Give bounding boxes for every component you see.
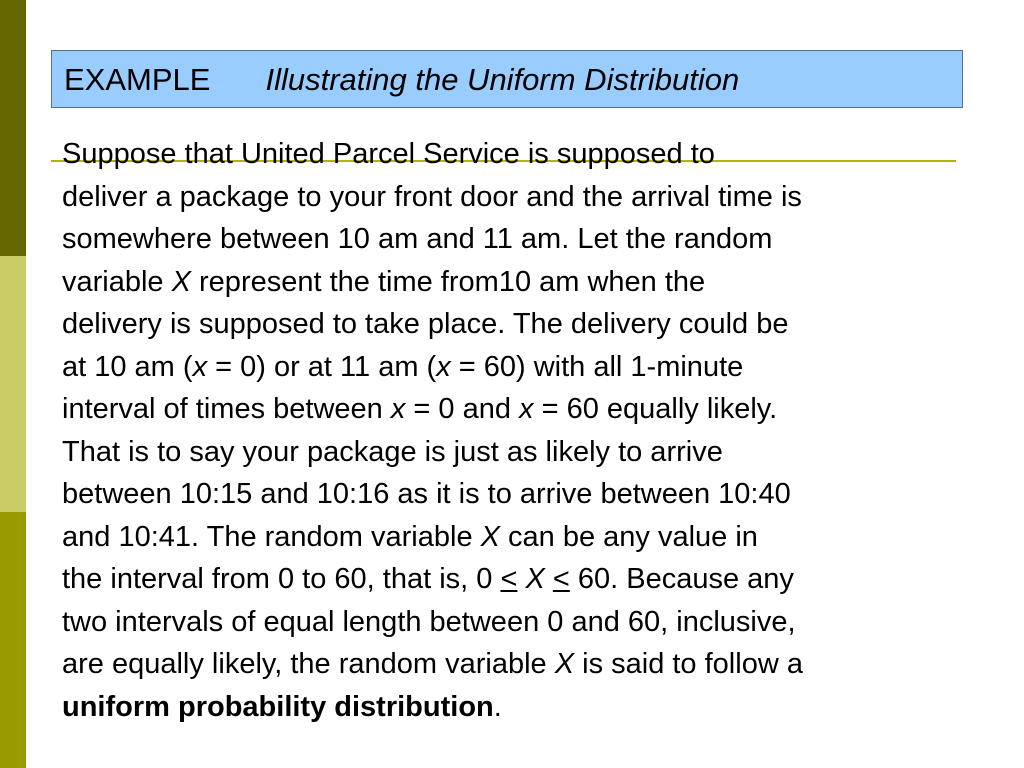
variable-x: X — [554, 648, 575, 680]
sidebar-band-top — [0, 0, 26, 256]
text-run: and 10:41. The random variable — [62, 520, 481, 553]
body-line — [62, 643, 982, 686]
text-run: can be any value in — [499, 520, 758, 553]
variable-x: x — [436, 350, 451, 383]
text-run: delivery is supposed to take place. The delivery could be — [62, 308, 789, 340]
variable-x: X — [525, 563, 545, 595]
body-line — [62, 303, 982, 346]
text-run: is said to follow a — [574, 648, 803, 680]
text-run: = 0) or at 11 am ( — [207, 350, 437, 383]
text-run: variable — [62, 265, 172, 298]
less-equal-symbol: < — [500, 563, 518, 595]
body-line — [62, 388, 982, 431]
title-label: EXAMPLE — [64, 61, 211, 97]
example-body-text — [62, 133, 982, 728]
text-run: deliver a package to your front door and the arrival time is — [62, 180, 802, 213]
body-line — [62, 686, 982, 729]
text-run: = 60) with all 1-minute — [450, 350, 744, 383]
text-run: are equally likely, the random variable — [62, 648, 555, 680]
body-line — [62, 601, 982, 644]
text-run — [545, 563, 553, 595]
text-run: 60. Because any — [569, 563, 794, 595]
text-run: Suppose that United Parcel Service is supposed to — [62, 138, 715, 170]
sidebar-band-bottom — [0, 512, 26, 768]
body-line — [62, 176, 982, 219]
text-run: somewhere between 10 am and 11 am. Let the random — [62, 223, 773, 255]
key-term: uniform probability distribution — [62, 690, 494, 723]
body-line — [62, 218, 982, 261]
text-run: represent the time from10 am when the — [190, 265, 706, 298]
variable-x: x — [192, 350, 208, 383]
text-run: = 0 and — [405, 393, 520, 425]
slide-title-box — [51, 50, 963, 108]
body-line — [62, 558, 982, 601]
text-run: interval of times between — [62, 393, 391, 425]
variable-x: X — [171, 265, 191, 298]
text-run: . — [493, 690, 502, 723]
text-run: the interval from 0 to 60, that is, 0 — [62, 563, 501, 595]
body-line — [62, 261, 982, 304]
body-line — [62, 346, 982, 389]
text-run: That is to say your package is just as likely to arrive — [62, 435, 723, 468]
sidebar-band-middle — [0, 256, 26, 512]
body-line — [62, 431, 982, 474]
text-run: = 60 equally likely. — [533, 393, 778, 425]
variable-x: X — [480, 520, 500, 553]
text-run: between 10:15 and 10:16 as it is to arrive between 10:40 — [62, 478, 791, 510]
body-line — [62, 473, 982, 516]
body-line — [62, 133, 982, 176]
variable-x: x — [519, 393, 534, 425]
variable-x: x — [390, 393, 406, 425]
less-equal-symbol: < — [552, 563, 570, 595]
text-run: two intervals of equal length between 0 and 60, inclusive, — [62, 605, 796, 638]
text-run: at 10 am ( — [62, 350, 193, 383]
body-line — [62, 516, 982, 559]
slide-title: Illustrating the Uniform Distribution — [265, 61, 740, 97]
